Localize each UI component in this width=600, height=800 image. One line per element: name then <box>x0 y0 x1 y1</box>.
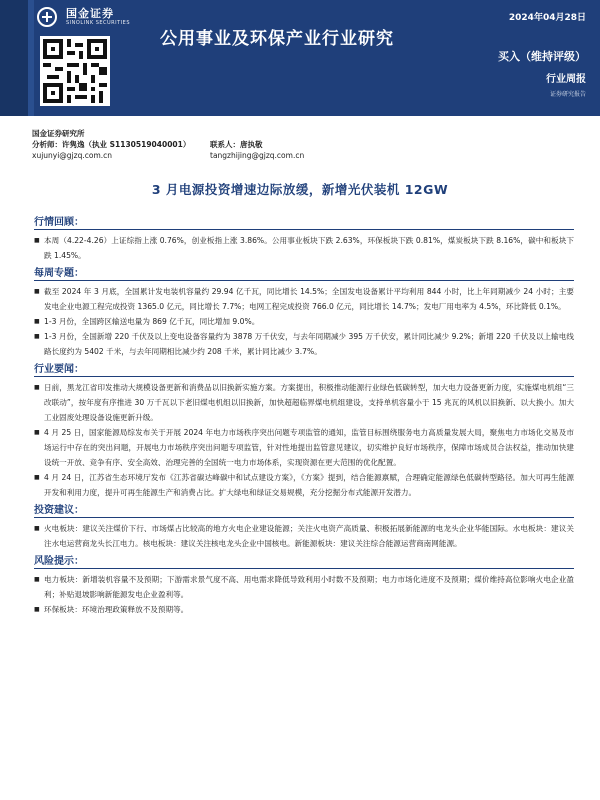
logo-name-en: SINOLINK SECURITIES <box>66 20 130 26</box>
bullet-icon: ■ <box>34 606 40 613</box>
research-institute: 国金证券研究所 <box>32 129 85 138</box>
analyst-email[interactable]: xujunyi@gjzq.com.cn <box>32 151 113 160</box>
company-logo <box>36 6 130 28</box>
list-item: ■ 火电板块：建议关注煤价下行、市场煤占比较高的地方火电企业建设能源；关注火电资产高质量、积极拓展新能源的电龙头企业华能国际。水电板块：建议关注水电运营商龙头长江电力。核电板块：建议关注核电龙头企业中国核电。新能源板块：建议关注综合能源运营商南网能源。 <box>34 521 574 551</box>
list-item: ■ 环保板块：环境治理政策释放不及预期等。 <box>34 602 574 617</box>
report-title: 公用事业及环保产业行业研究 <box>160 29 394 49</box>
list-item: ■ 日前，黑龙江省印发推动大规模设备更新和消费品以旧换新实施方案。方案提出，积极推动能源行业绿色低碳转型，加大电力设备更新力度，实施煤电机组“三改联动”，按年度有序推进 30 万千瓦以下老旧煤电机组以旧换新，加快超超临界煤电机组建设，支持单机容量小于 15 兆瓦的风机以旧换新、以大换小。加大工业固废处理设备设施更新升级。 <box>34 380 574 425</box>
bullet-icon: ■ <box>34 384 40 391</box>
list-item: ■ 1-3 月份，全国跨区输送电量为 869 亿千瓦，同比增加 9.0%。 <box>34 314 574 329</box>
section-risk-warning <box>34 553 574 617</box>
rating-badge: 买入（维持评级） <box>498 50 586 63</box>
report-header <box>0 0 600 116</box>
bullet-icon: ■ <box>34 288 40 295</box>
section-investment-advice <box>34 502 574 551</box>
list-item: ■ 4 月 24 日，江苏省生态环境厅发布《江苏省碳达峰碳中和试点建设方案》，《方案》提到，结合能源禀赋，合理确定能源绿色低碳转型路径。加大可再生能源开发和利用力度，提升可再生能源生产和消费占比。扩大绿电和绿证交易规模，充分挖掘分布式能源开发潜力。 <box>34 470 574 500</box>
contact-label: 联系人： <box>210 140 240 149</box>
list-item: ■ 本周（4.22-4.26）上证综指上涨 0.76%，创业板指上涨 3.86%。公用事业板块下跌 2.63%，环保板块下跌 0.81%，煤炭板块下跌 8.16%，碳中和板块下跌 1.45%。 <box>34 233 574 263</box>
bullet-icon: ■ <box>34 333 40 340</box>
header-stripe <box>0 0 28 116</box>
qr-code-icon <box>40 36 110 106</box>
logo-name-cn: 国金证券 <box>66 7 114 20</box>
list-item: ■ 4 月 25 日，国家能源局综发布关于开展 2024 年电力市场秩序突出问题专项监管的通知，监管目标围绕服务电力高质量发展大局，聚焦电力市场化交易及市场运行中存在的突出问题，开展电力市场秩序突出问题专项监管，针对性地提出监管意见建议，切实维护良好市场秩序，保障市场成员合法权益，推动加快建设统一开放、竞争有序、安全高效、治理完善的全国统一电力市场体系，实现资源在更大范围的优化配置。 <box>34 425 574 470</box>
section-weekly-topic <box>34 265 574 359</box>
section-industry-news <box>34 361 574 500</box>
bullet-icon: ■ <box>34 429 40 436</box>
section-heading: 投资建议： <box>34 505 84 516</box>
list-item: ■ 1-3 月份，全国新增 220 千伏及以上变电设备容量约为 3878 万千伏安，与去年同期减少 395 万千伏安，累计同比减少 9.2%；新增 220 千伏及以上输电线路长度约为 5402 千米，与去年同期相比减少约 208 千米，累计同比减少 3.7%。 <box>34 329 574 359</box>
list-item: ■ 电力板块：新增装机容量不及预期；下游需求景气度不高、用电需求降低导致利用小时数不及预期；电力市场化进度不及预期；煤价维持高位影响火电企业盈利；补贴退坡影响新能源发电企业盈利等。 <box>34 572 574 602</box>
bullet-icon: ■ <box>34 237 40 244</box>
section-heading: 风险提示： <box>34 556 84 567</box>
analyst-name: 许隽逸（执业 S1130519040001） <box>62 140 191 149</box>
logo-emblem-icon <box>36 6 62 28</box>
section-heading: 行业要闻： <box>34 364 84 375</box>
bullet-icon: ■ <box>34 576 40 583</box>
section-heading: 每周专题： <box>34 268 84 279</box>
report-type: 证券研究报告 <box>549 91 586 98</box>
analyst-label: 分析师： <box>32 140 62 149</box>
list-item: ■ 截至 2024 年 3 月底，全国累计发电装机容量约 29.94 亿千瓦，同比增长 14.5%；全国发电设备累计平均利用 844 小时，比上年同期减少 24 小时；主要发电企业电源工程完成投资 1365.0 亿元，同比增长 7.7%；电网工程完成投资 766.0 亿元，同比增长 14.7%；发电厂用电率为 4.5%，环比降低 0.1%。 <box>34 284 574 314</box>
author-info <box>32 128 572 161</box>
contact-email[interactable]: tangzhijing@gjzq.com.cn <box>210 151 305 160</box>
bullet-icon: ■ <box>34 525 40 532</box>
report-kind: 行业周报 <box>546 74 586 85</box>
header-stripe-accent <box>28 0 34 116</box>
section-market-review <box>34 214 574 263</box>
contact-name: 唐执敬 <box>240 140 263 149</box>
report-body <box>34 212 574 617</box>
section-heading: 行情回顾： <box>34 217 84 228</box>
bullet-icon: ■ <box>34 318 40 325</box>
main-headline: 3 月电源投资增速边际放缓，新增光伏装机 12GW <box>151 182 449 197</box>
bullet-icon: ■ <box>34 474 40 481</box>
report-date: 2024年04月28日 <box>508 13 586 23</box>
